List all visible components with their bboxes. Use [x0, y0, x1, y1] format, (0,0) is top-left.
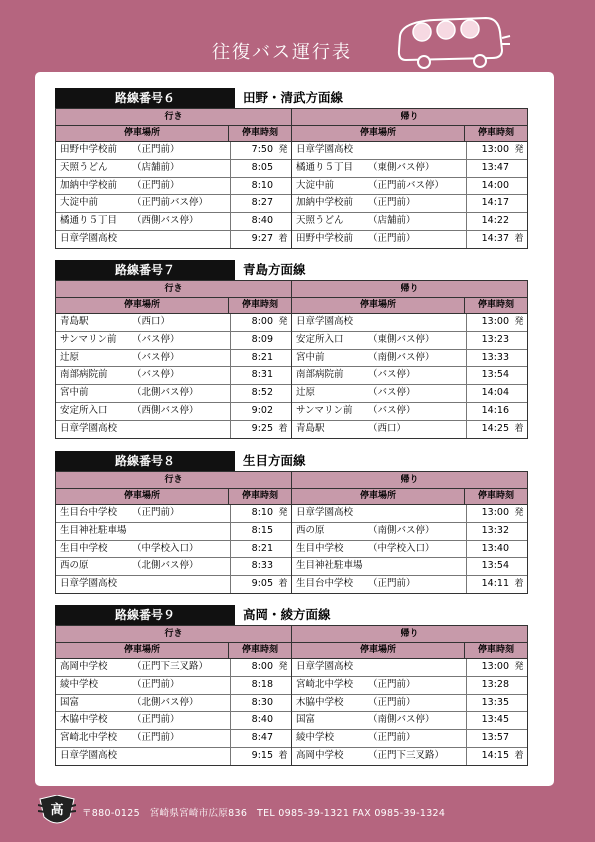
depart-arrive-mark: 着: [514, 233, 524, 244]
stop-name: 南部病院前: [60, 369, 108, 381]
stop-name: 生目台中学校: [296, 578, 354, 590]
stop-note: （中学校入口）: [368, 542, 435, 554]
stop-note: （西口）: [132, 316, 171, 327]
table-row: [292, 576, 527, 593]
time-column-header: 停車時刻: [477, 491, 514, 501]
route-name: 田野・清武方面線: [243, 90, 344, 105]
table-row: [292, 195, 527, 213]
depart-arrive-mark: [511, 523, 527, 540]
stop-time: 14:22: [466, 213, 511, 230]
route-name: 青島方面線: [243, 262, 306, 277]
stop-time: 7:50: [230, 142, 275, 159]
stop-note: [368, 142, 466, 159]
stop-note: （バス停）: [368, 369, 416, 381]
stop-name: 綾中学校: [296, 732, 335, 744]
stop-time: 9:27: [230, 231, 275, 248]
stop-time: 13:40: [466, 541, 511, 558]
depart-arrive-mark: 着: [514, 579, 524, 590]
stop-name: 日章学園高校: [60, 232, 118, 244]
depart-arrive-mark: [511, 213, 527, 230]
stop-note: [132, 231, 230, 248]
time-column-header: 停車時刻: [241, 128, 278, 138]
stop-note: [368, 505, 466, 522]
depart-arrive-mark: 着: [278, 750, 288, 761]
table-row: [292, 160, 527, 178]
stop-note: （正門前）: [368, 696, 416, 708]
table-row: [56, 421, 291, 438]
depart-arrive-mark: [275, 677, 291, 694]
stop-name: 安定所入口: [60, 404, 108, 416]
stop-time: 8:21: [230, 541, 275, 558]
depart-arrive-mark: [511, 367, 527, 384]
stop-note: （バス停）: [132, 333, 180, 345]
time-column-header: 停車時刻: [241, 645, 278, 655]
depart-arrive-mark: [275, 541, 291, 558]
stop-column-header: 停車場所: [292, 489, 465, 504]
stop-name: 橘通り５丁目: [60, 215, 118, 227]
stop-name: 宮崎北中学校: [60, 732, 118, 744]
table-row: [292, 558, 527, 576]
stop-time: 13:54: [466, 558, 511, 575]
depart-arrive-mark: 発: [514, 662, 524, 672]
direction-header: 帰り: [292, 109, 527, 126]
stop-note: （バス停）: [368, 387, 416, 399]
stop-column-header: 停車場所: [292, 298, 465, 313]
stop-column-header: 停車場所: [56, 298, 229, 313]
footer: [30, 795, 570, 831]
time-column-header: 停車時刻: [477, 300, 514, 310]
stop-name: 青島駅: [60, 316, 89, 327]
route-number: 路線番号８: [55, 451, 235, 471]
stop-column-header: 停車場所: [56, 643, 229, 658]
stop-note: （正門前）: [132, 732, 180, 744]
stop-time: 13:32: [466, 523, 511, 540]
table-row: [56, 558, 291, 576]
table-row: [292, 213, 527, 231]
table-row: [292, 385, 527, 403]
stop-note: [368, 314, 466, 331]
table-row: [292, 142, 527, 160]
depart-arrive-mark: [511, 403, 527, 420]
stop-time: 14:16: [466, 403, 511, 420]
logo-text: 高: [50, 803, 64, 818]
stop-name: 橘通り５丁目: [296, 161, 354, 173]
route-name: 高岡・綾方面線: [243, 607, 331, 622]
stop-time: 14:04: [466, 385, 511, 402]
outbound-table: [56, 626, 291, 765]
depart-arrive-mark: [511, 160, 527, 177]
stop-name: 木脇中学校: [296, 696, 344, 708]
depart-arrive-mark: 着: [514, 423, 524, 434]
table-row: [292, 178, 527, 196]
time-column-header: 停車時刻: [241, 300, 278, 310]
time-column-header: 停車時刻: [477, 128, 514, 138]
stop-time: 13:00: [466, 314, 511, 331]
depart-arrive-mark: [511, 178, 527, 195]
stop-name: 高岡中学校: [60, 661, 108, 672]
stop-note: （店舗前）: [132, 161, 180, 173]
stop-name: 西の原: [296, 524, 325, 536]
stop-note: （正門前バス停）: [132, 197, 209, 209]
stop-time: 8:27: [230, 195, 275, 212]
stop-note: （正門前）: [368, 197, 416, 209]
stop-time: 13:57: [466, 730, 511, 747]
stop-time: 8:00: [230, 659, 275, 676]
stop-column-header: 停車場所: [56, 126, 229, 141]
direction-header: 行き: [56, 281, 291, 298]
stop-name: 日章学園高校: [296, 661, 354, 672]
stop-note: （正門前）: [368, 732, 416, 744]
stop-time: 8:30: [230, 695, 275, 712]
stop-note: （北側バス停）: [132, 387, 199, 399]
table-row: [56, 695, 291, 713]
table-row: [292, 730, 527, 748]
stop-time: 13:35: [466, 695, 511, 712]
table-row: [292, 677, 527, 695]
depart-arrive-mark: [275, 403, 291, 420]
depart-arrive-mark: [511, 558, 527, 575]
stop-time: 8:52: [230, 385, 275, 402]
stop-column-header: 停車場所: [292, 643, 465, 658]
stop-time: 8:00: [230, 314, 275, 331]
route-block: [55, 605, 528, 766]
depart-arrive-mark: 発: [514, 508, 524, 518]
stop-note: [132, 523, 230, 540]
stop-time: 13:00: [466, 505, 511, 522]
route-block: [55, 451, 528, 594]
direction-header: 帰り: [292, 281, 527, 298]
stop-name: 宮崎北中学校: [296, 678, 354, 690]
stop-note: （南側バス停）: [368, 351, 435, 363]
stop-note: [132, 748, 230, 765]
depart-arrive-mark: [275, 558, 291, 575]
depart-arrive-mark: 着: [278, 423, 288, 434]
stop-name: 綾中学校: [60, 678, 99, 690]
stop-note: （正門前バス停）: [368, 179, 445, 191]
table-row: [292, 367, 527, 385]
route-number: 路線番号７: [55, 260, 235, 280]
stop-time: 14:00: [466, 178, 511, 195]
table-row: [56, 367, 291, 385]
stop-note: （西側バス停）: [132, 215, 199, 227]
depart-arrive-mark: 発: [278, 145, 288, 155]
stop-name: 生目神社駐車場: [60, 524, 127, 536]
return-table: [291, 626, 527, 765]
stop-note: （店舗前）: [368, 215, 416, 227]
time-column-header: 停車時刻: [241, 491, 278, 501]
stop-note: （正門前）: [132, 144, 180, 155]
stop-name: 日章学園高校: [60, 578, 118, 590]
stop-note: （北側バス停）: [132, 560, 199, 572]
depart-arrive-mark: 着: [278, 233, 288, 244]
footer-address: 〒880-0125 宮崎県宮崎市広原836 TEL 0985-39-1321 FAX 0985-39-1324: [82, 808, 446, 819]
stop-name: 宮中前: [60, 387, 89, 399]
stop-time: 8:10: [230, 178, 275, 195]
stop-note: （バス停）: [132, 369, 180, 381]
stop-time: 8:15: [230, 523, 275, 540]
stop-name: 生目台中学校: [60, 507, 118, 518]
depart-arrive-mark: [511, 541, 527, 558]
depart-arrive-mark: [511, 712, 527, 729]
stop-name: 安定所入口: [296, 333, 344, 345]
stop-name: 天照うどん: [296, 215, 344, 227]
depart-arrive-mark: [511, 350, 527, 367]
stop-note: （正門前）: [368, 678, 416, 690]
table-row: [292, 523, 527, 541]
direction-header: 行き: [56, 109, 291, 126]
depart-arrive-mark: [275, 730, 291, 747]
stop-note: （正門前）: [368, 232, 416, 244]
route-block: [55, 88, 528, 249]
table-row: [56, 178, 291, 196]
stop-time: 8:05: [230, 160, 275, 177]
stop-note: （西口）: [368, 422, 407, 434]
stop-name: 木脇中学校: [60, 714, 108, 726]
stop-time: 8:18: [230, 677, 275, 694]
return-table: [291, 109, 527, 248]
depart-arrive-mark: 発: [514, 145, 524, 155]
table-row: [56, 195, 291, 213]
stop-time: 13:33: [466, 350, 511, 367]
stop-note: （東側バス停）: [368, 161, 435, 173]
stop-time: 8:33: [230, 558, 275, 575]
depart-arrive-mark: [275, 213, 291, 230]
depart-arrive-mark: [275, 178, 291, 195]
stop-name: 日章学園高校: [296, 316, 354, 327]
stop-name: 日章学園高校: [60, 749, 118, 761]
time-column-header: 停車時刻: [477, 645, 514, 655]
depart-arrive-mark: [275, 523, 291, 540]
table-row: [292, 231, 527, 248]
depart-arrive-mark: [275, 367, 291, 384]
table-row: [292, 748, 527, 765]
depart-arrive-mark: [511, 677, 527, 694]
stop-name: 国富: [60, 696, 80, 708]
table-row: [56, 403, 291, 421]
stop-time: 8:21: [230, 350, 275, 367]
stop-note: （正門下三叉路）: [368, 749, 445, 761]
route-name: 生目方面線: [243, 453, 306, 468]
return-table: [291, 472, 527, 593]
stop-time: 14:15: [466, 748, 511, 765]
depart-arrive-mark: [275, 160, 291, 177]
stop-time: 9:15: [230, 748, 275, 765]
stop-name: 日章学園高校: [60, 422, 118, 434]
table-row: [292, 421, 527, 438]
depart-arrive-mark: 着: [278, 579, 288, 590]
depart-arrive-mark: [511, 332, 527, 349]
depart-arrive-mark: [511, 195, 527, 212]
stop-name: 生目中学校: [60, 542, 108, 554]
stop-name: 西の原: [60, 560, 89, 572]
stop-note: [368, 659, 466, 676]
stop-note: （南側バス停）: [368, 714, 435, 726]
stop-time: 8:10: [230, 505, 275, 522]
stop-column-header: 停車場所: [56, 489, 229, 504]
stop-time: 9:02: [230, 403, 275, 420]
depart-arrive-mark: [275, 332, 291, 349]
stop-note: （正門前）: [132, 714, 180, 726]
table-row: [56, 350, 291, 368]
depart-arrive-mark: [275, 712, 291, 729]
stop-time: 8:31: [230, 367, 275, 384]
stop-name: サンマリン前: [60, 333, 117, 345]
table-row: [292, 350, 527, 368]
stop-time: 13:23: [466, 332, 511, 349]
stop-note: （正門前）: [132, 678, 180, 690]
stop-time: 9:05: [230, 576, 275, 593]
stop-time: 9:25: [230, 421, 275, 438]
depart-arrive-mark: 発: [514, 317, 524, 327]
stop-name: 加納中学校前: [296, 197, 354, 209]
stop-note: （東側バス停）: [368, 333, 435, 345]
depart-arrive-mark: [511, 730, 527, 747]
table-row: [56, 730, 291, 748]
table-row: [56, 505, 291, 523]
stop-time: 13:00: [466, 142, 511, 159]
route-number: 路線番号６: [55, 88, 235, 108]
table-row: [56, 231, 291, 248]
direction-header: 帰り: [292, 472, 527, 489]
table-row: [56, 332, 291, 350]
table-row: [56, 659, 291, 677]
depart-arrive-mark: [275, 695, 291, 712]
table-row: [56, 712, 291, 730]
table-row: [56, 677, 291, 695]
stop-time: 8:47: [230, 730, 275, 747]
table-row: [56, 160, 291, 178]
stop-note: [132, 421, 230, 438]
stop-note: （正門前）: [132, 179, 180, 191]
outbound-table: [56, 109, 291, 248]
stop-note: （中学校入口）: [132, 542, 199, 554]
stop-time: 13:00: [466, 659, 511, 676]
table-row: [292, 695, 527, 713]
stop-time: 13:54: [466, 367, 511, 384]
depart-arrive-mark: [275, 350, 291, 367]
depart-arrive-mark: [511, 385, 527, 402]
stop-note: （正門前）: [132, 507, 180, 518]
direction-header: 行き: [56, 626, 291, 643]
stop-column-header: 停車場所: [292, 126, 465, 141]
stop-note: [132, 576, 230, 593]
stop-time: 8:40: [230, 712, 275, 729]
stop-name: 宮中前: [296, 351, 325, 363]
stop-name: 大淀中前: [60, 197, 99, 209]
stop-name: 辻原: [296, 387, 316, 399]
stop-time: 14:11: [466, 576, 511, 593]
outbound-table: [56, 281, 291, 438]
stop-note: （正門下三叉路）: [132, 661, 209, 672]
stop-time: 14:17: [466, 195, 511, 212]
depart-arrive-mark: 着: [514, 750, 524, 761]
depart-arrive-mark: 発: [278, 317, 288, 327]
stop-name: 加納中学校前: [60, 179, 118, 191]
page-title: 往復バス運行表: [212, 42, 352, 63]
stop-name: サンマリン前: [296, 404, 353, 416]
stop-name: 国富: [296, 714, 316, 726]
route-number: 路線番号９: [55, 605, 235, 625]
table-row: [292, 659, 527, 677]
table-row: [56, 142, 291, 160]
route-block: [55, 260, 528, 439]
stop-time: 8:40: [230, 213, 275, 230]
stop-note: （西側バス停）: [132, 404, 199, 416]
table-row: [56, 523, 291, 541]
table-row: [56, 576, 291, 593]
school-logo: [38, 795, 76, 829]
direction-header: 行き: [56, 472, 291, 489]
stop-name: 大淀中前: [296, 179, 335, 191]
table-row: [292, 505, 527, 523]
depart-arrive-mark: [275, 195, 291, 212]
stop-note: （南側バス停）: [368, 524, 435, 536]
return-table: [291, 281, 527, 438]
stop-name: 辻原: [60, 351, 80, 363]
stop-name: 南部病院前: [296, 369, 344, 381]
table-row: [56, 385, 291, 403]
stop-note: （正門前）: [368, 578, 416, 590]
table-row: [56, 213, 291, 231]
outbound-table: [56, 472, 291, 593]
table-row: [292, 712, 527, 730]
stop-name: 田野中学校前: [60, 144, 118, 155]
bus-illustration: [394, 14, 512, 70]
table-row: [56, 748, 291, 765]
stop-time: 14:37: [466, 231, 511, 248]
stop-name: 生目中学校: [296, 542, 344, 554]
stop-name: 高岡中学校: [296, 749, 344, 761]
stop-name: 田野中学校前: [296, 232, 354, 244]
stop-time: 14:25: [466, 421, 511, 438]
stop-name: 生目神社駐車場: [296, 560, 363, 572]
stop-note: （北側バス停）: [132, 696, 199, 708]
stop-time: 13:45: [466, 712, 511, 729]
stop-time: 8:09: [230, 332, 275, 349]
stop-time: 13:47: [466, 160, 511, 177]
stop-name: 日章学園高校: [296, 144, 354, 155]
table-row: [292, 314, 527, 332]
direction-header: 帰り: [292, 626, 527, 643]
timetable-panel: [35, 72, 554, 786]
depart-arrive-mark: [511, 695, 527, 712]
stop-note: [368, 558, 466, 575]
depart-arrive-mark: 発: [278, 662, 288, 672]
table-row: [292, 332, 527, 350]
stop-note: （バス停）: [368, 404, 416, 416]
stop-note: （バス停）: [132, 351, 180, 363]
stop-name: 青島駅: [296, 422, 325, 434]
table-row: [292, 403, 527, 421]
table-row: [56, 314, 291, 332]
stop-name: 日章学園高校: [296, 507, 354, 518]
stop-name: 天照うどん: [60, 161, 108, 173]
table-row: [292, 541, 527, 559]
depart-arrive-mark: 発: [278, 508, 288, 518]
depart-arrive-mark: [275, 385, 291, 402]
table-row: [56, 541, 291, 559]
stop-time: 13:28: [466, 677, 511, 694]
